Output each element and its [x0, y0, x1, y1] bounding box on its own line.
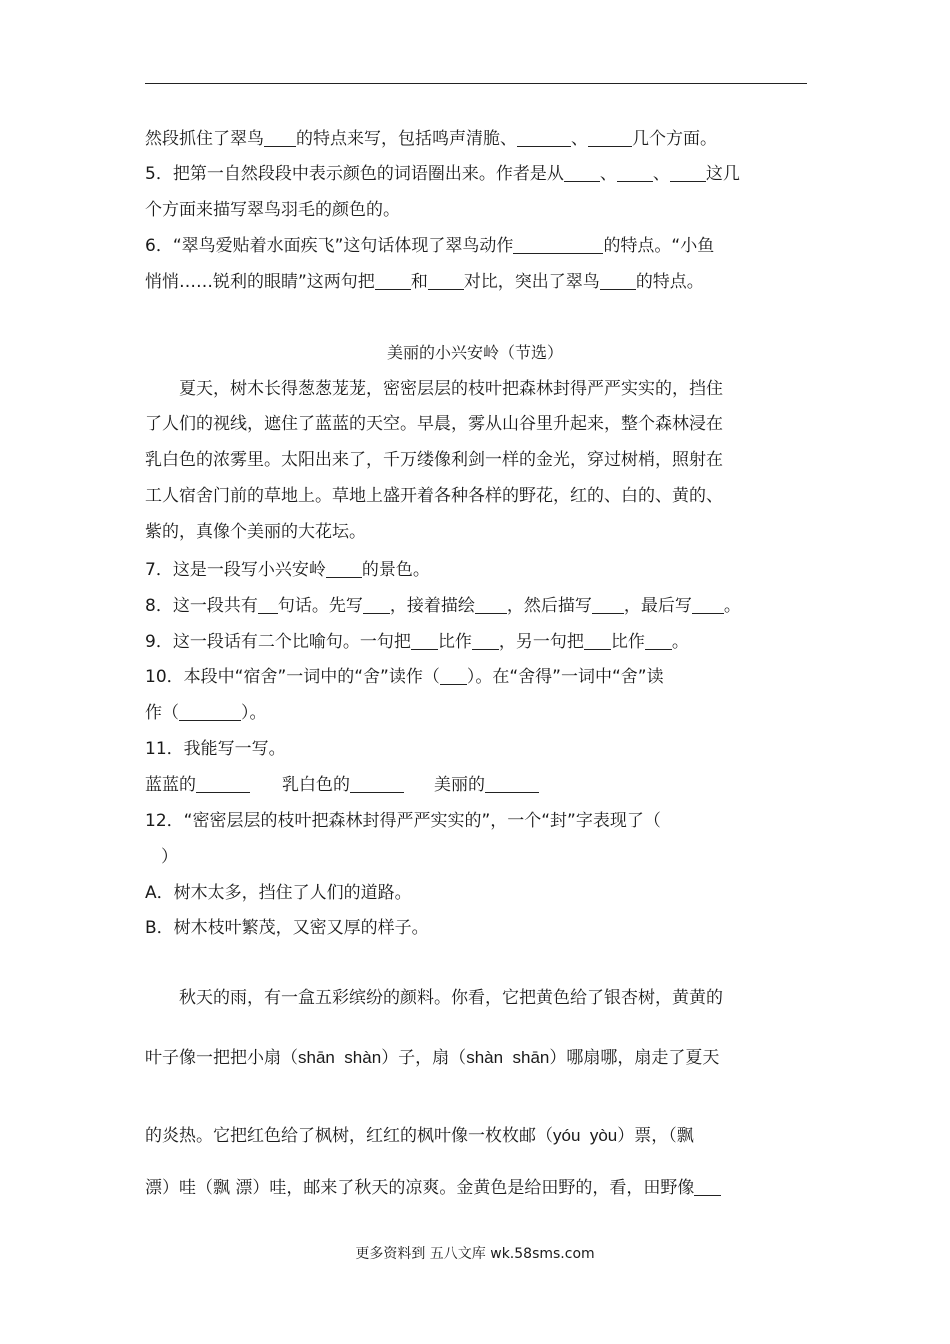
autumn-line: 叶子像一把把小扇（shān shàn）子，扇（shàn shān）哪扇哪，扇走了夏天: [145, 1048, 720, 1068]
answer-blank[interactable]: [428, 271, 464, 290]
question-5-line2: 个方面来描写翠鸟羽毛的颜色的。: [145, 200, 400, 220]
autumn-line: 秋天的雨，有一盒五彩缤纷的颜料。你看，它把黄色给了银杏树，黄黄的: [179, 988, 723, 1008]
passage-line: 工人宿舍门前的草地上。草地上盛开着各种各样的野花，红的、白的、黄的、: [145, 486, 723, 506]
question-5: 5．把第一自然段段中表示颜色的词语圈出来。作者是从 、 、 这几: [145, 164, 740, 184]
answer-blank[interactable]: [440, 666, 467, 685]
answer-blank[interactable]: [517, 128, 571, 147]
answer-blank[interactable]: [592, 595, 624, 614]
autumn-line: 的炎热。它把红色给了枫树，红红的枫叶像一枚枚邮（yóu yòu）票，（飘: [145, 1126, 694, 1146]
passage-line: 乳白色的浓雾里。太阳出来了，千万缕像利剑一样的金光，穿过树梢，照射在: [145, 450, 723, 470]
answer-blank[interactable]: [645, 631, 672, 650]
question-11-words: 蓝蓝的 乳白色的 美丽的: [145, 773, 539, 797]
question-8: 8．这一段共有 句话。先写 ，接着描绘 ，然后描写 ，最后写 。: [145, 596, 741, 616]
question-12-paren: ）: [161, 847, 178, 867]
answer-blank[interactable]: [692, 595, 724, 614]
question-10: 10．本段中“宿舍”一词中的“舍”读作（ ）。在“舍得”一词中“舍”读: [145, 667, 664, 687]
passage-line: 了人们的视线，遮住了蓝蓝的天空。早晨，雾从山谷里升起来，整个森林浸在: [145, 414, 723, 434]
answer-blank[interactable]: [179, 702, 241, 721]
answer-blank[interactable]: [375, 271, 411, 290]
answer-blank[interactable]: [588, 128, 632, 147]
passage-title: 美丽的小兴安岭（节选）: [386, 343, 563, 362]
footer-text: 更多资料到 五八文库 wk.58sms.com: [355, 1246, 595, 1262]
passage-line: 夏天，树木长得葱葱茏茏，密密层层的枝叶把森林封得严严实实的，挡住: [179, 379, 723, 399]
answer-blank[interactable]: [411, 631, 438, 650]
answer-blank[interactable]: [363, 595, 390, 614]
question-6-line2: 悄悄……锐利的眼睛”这两句把 和 对比，突出了翠鸟 的特点。: [145, 272, 704, 292]
answer-blank[interactable]: [472, 631, 499, 650]
answer-blank[interactable]: [600, 271, 636, 290]
question-4-continued: 然段抓住了翠鸟 的特点来写，包括鸣声清脆、 、 几个方面。: [145, 129, 717, 149]
answer-blank[interactable]: [326, 559, 362, 578]
answer-blank[interactable]: [694, 1177, 721, 1196]
passage-line: 紫的，真像个美丽的大花坛。: [145, 522, 366, 542]
autumn-line: 漂）哇（飘 漂）哇，邮来了秋天的凉爽。金黄色是给田野的，看，田野像: [145, 1176, 721, 1200]
question-7: 7．这是一段写小兴安岭 的景色。: [145, 560, 430, 580]
header-rule: [145, 83, 807, 84]
option-b[interactable]: B．树木枝叶繁茂，又密又厚的样子。: [145, 918, 429, 938]
answer-blank[interactable]: [670, 163, 706, 182]
answer-blank[interactable]: [485, 774, 539, 793]
answer-blank[interactable]: [513, 235, 603, 254]
answer-blank[interactable]: [196, 774, 250, 793]
question-11: 11．我能写一写。: [145, 739, 286, 759]
question-9: 9．这一段话有二个比喻句。一句把 比作 ，另一句把 比作 。: [145, 632, 689, 652]
answer-blank[interactable]: [617, 163, 653, 182]
answer-blank[interactable]: [350, 774, 404, 793]
question-12: 12．“密密层层的枝叶把森林封得严严实实的”，一个“封”字表现了（: [145, 811, 661, 831]
option-a[interactable]: A．树木太多，挡住了人们的道路。: [145, 883, 412, 903]
question-6: 6．“翠鸟爱贴着水面疾飞”这句话体现了翠鸟动作 的特点。“小鱼: [145, 236, 715, 256]
answer-blank[interactable]: [584, 631, 611, 650]
answer-blank[interactable]: [475, 595, 507, 614]
answer-blank[interactable]: [264, 128, 296, 147]
question-10-line2: 作（ ）。: [145, 703, 267, 723]
answer-blank[interactable]: [564, 163, 600, 182]
answer-blank[interactable]: [258, 595, 278, 614]
